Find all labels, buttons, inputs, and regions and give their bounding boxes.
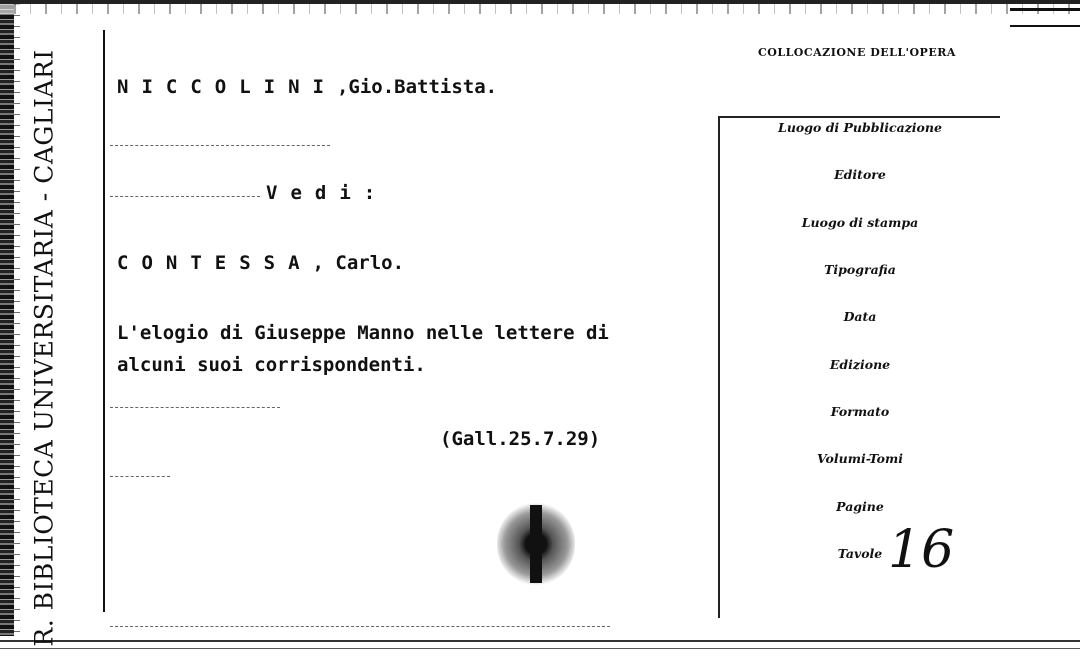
- field-formato: Formato: [830, 404, 890, 419]
- field-pagine: Pagine: [836, 499, 884, 514]
- handwritten-number: 16: [888, 520, 955, 580]
- left-margin-rule: [103, 30, 105, 612]
- author-firstname: ,Gio.Battista.: [336, 76, 498, 98]
- field-edizione: Edizione: [829, 357, 891, 372]
- reference-firstname: , Carlo.: [312, 252, 405, 274]
- field-volumi-tomi: Volumi-Tomi: [817, 451, 903, 466]
- field-luogo-pubblicazione: Luogo di Pubblicazione: [778, 120, 942, 135]
- collocation-top-rule: [718, 116, 1000, 118]
- card-edge-top-bar: [1010, 8, 1080, 27]
- reference-author: [117, 252, 404, 274]
- card-edge-bottom: [0, 636, 1080, 656]
- ruled-line: [110, 407, 280, 409]
- reference-surname: CONTESSA: [117, 252, 313, 274]
- field-data: Data: [843, 309, 877, 324]
- ruled-line: [110, 476, 170, 478]
- ruled-line: [110, 145, 330, 147]
- shelfmark: (Gall.25.7.29): [440, 428, 601, 450]
- field-editore: Editore: [834, 167, 886, 182]
- author-surname: NICCOLINI: [117, 76, 337, 98]
- field-tipografia: Tipografia: [824, 262, 896, 277]
- ruled-line: [110, 626, 610, 628]
- library-stamp-mark: [530, 505, 542, 583]
- collocation-column-rule: [718, 118, 720, 618]
- card-edge-left-texture: [14, 0, 20, 656]
- card-edge-top-texture: [0, 4, 1080, 14]
- library-side-label: R. BIBLIOTECA UNIVERSITARIA - CAGLIARI: [29, 49, 59, 647]
- ruled-line: [110, 196, 260, 198]
- author-heading: [117, 76, 497, 98]
- work-title-line-2: alcuni suoi corrispondenti.: [117, 354, 426, 376]
- field-luogo-stampa: Luogo di stampa: [801, 215, 919, 230]
- work-title-line-1: L'elogio di Giuseppe Manno nelle lettere di: [117, 322, 609, 344]
- field-tavole: Tavole: [837, 546, 883, 561]
- see-reference-label: Vedi:: [266, 182, 389, 204]
- card-edge-left: [0, 0, 14, 656]
- collocation-header: COLLOCAZIONE DELL'OPERA: [758, 46, 956, 59]
